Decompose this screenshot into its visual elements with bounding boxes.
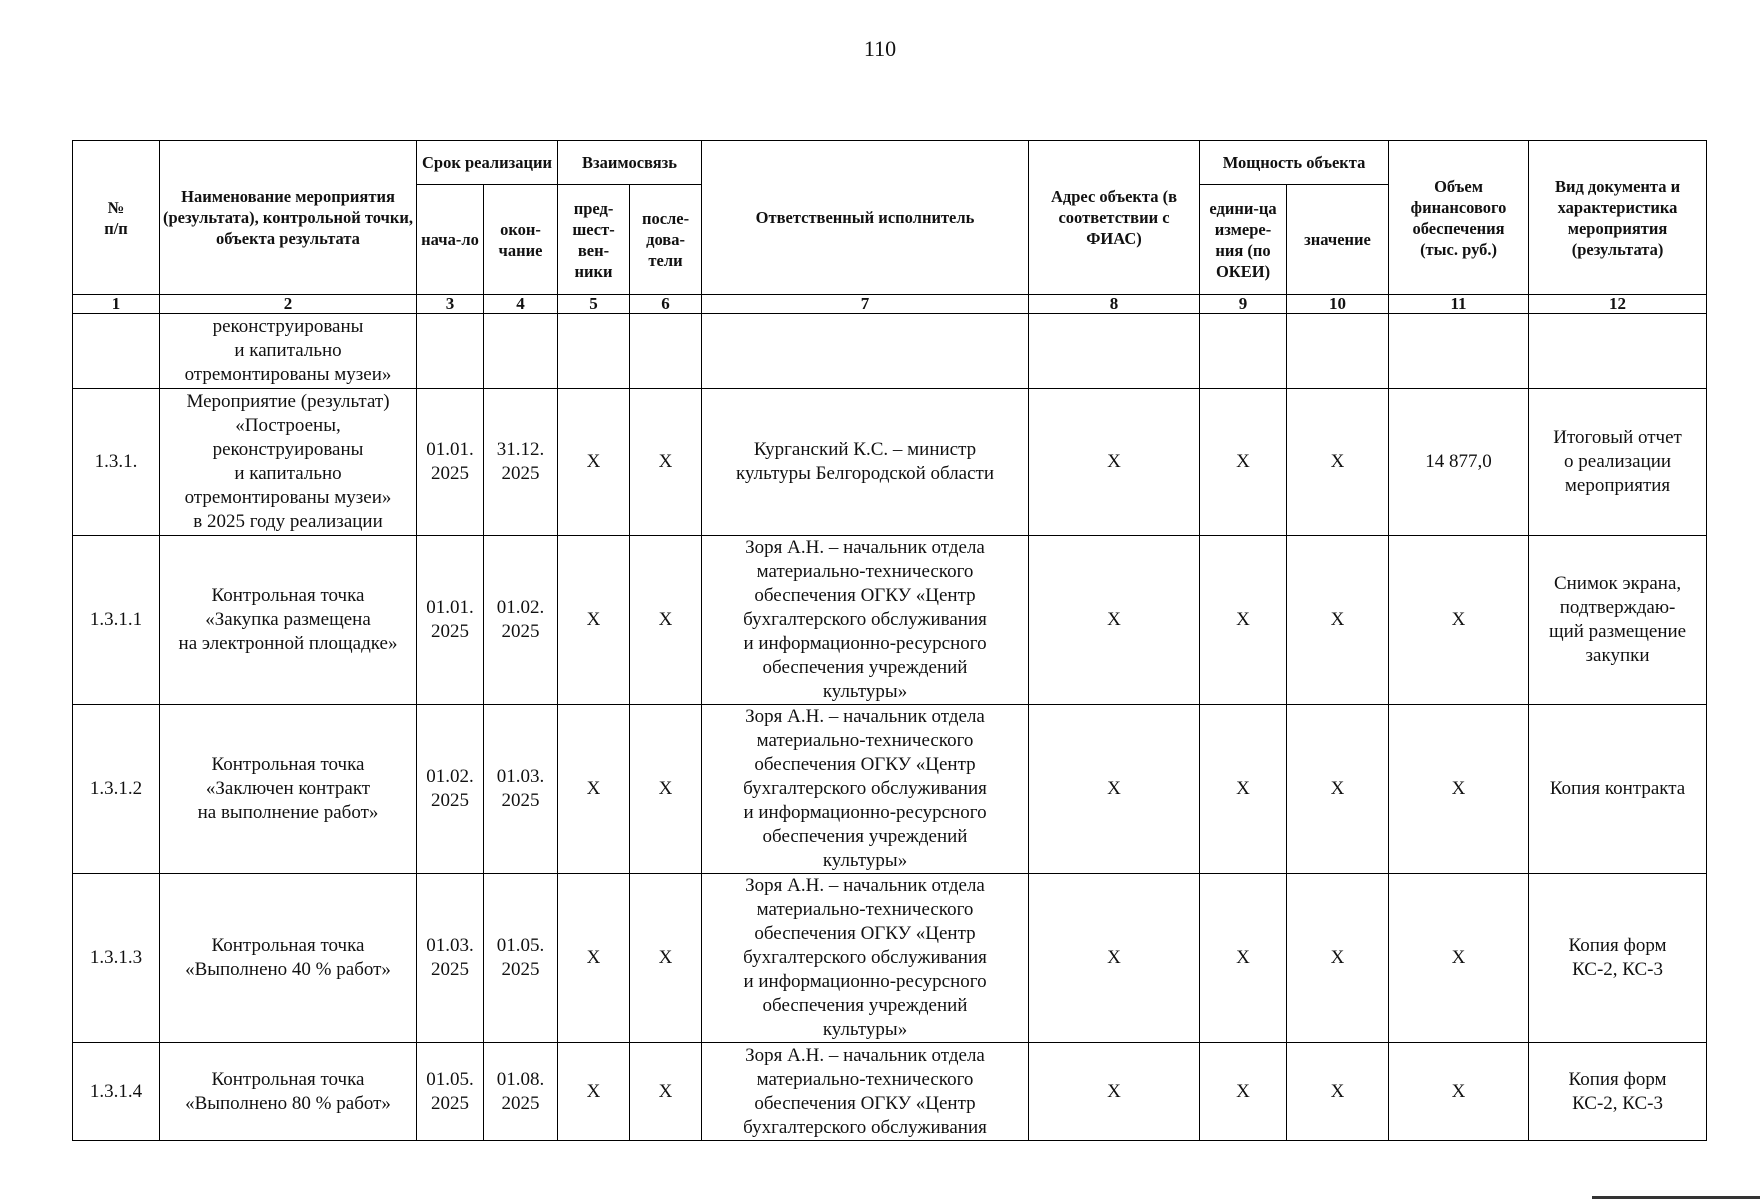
row-finance: X (1389, 874, 1529, 1043)
row-name: Контрольная точка «Закупка размещена на электронной площадке» (160, 536, 417, 705)
row-start-date: 01.05. 2025 (417, 1043, 484, 1141)
row-end-date: 31.12. 2025 (484, 389, 558, 536)
row-start-date: 01.03. 2025 (417, 874, 484, 1043)
column-number: 5 (558, 295, 630, 314)
row-start-date: 01.01. 2025 (417, 536, 484, 705)
column-number: 7 (702, 295, 1029, 314)
row-finance: X (1389, 705, 1529, 874)
row-value: X (1287, 705, 1389, 874)
row-document: Копия форм КС-2, КС-3 (1529, 1043, 1707, 1141)
row-successors: X (630, 1043, 702, 1141)
scan-artifact-line (1592, 1196, 1760, 1199)
row-value: X (1287, 1043, 1389, 1141)
table-row (73, 314, 1707, 389)
row-end-date: 01.05. 2025 (484, 874, 558, 1043)
header-address: Адрес объекта (в соответствии с ФИАС) (1029, 141, 1200, 295)
row-predecessors: X (558, 874, 630, 1043)
row-document (1529, 314, 1707, 389)
row-value: X (1287, 536, 1389, 705)
column-number: 1 (73, 295, 160, 314)
row-successors: X (630, 874, 702, 1043)
header-capacity: Мощность объекта (1200, 141, 1389, 185)
header-document: Вид документа и характеристика мероприятия (результата) (1529, 141, 1707, 295)
column-number: 12 (1529, 295, 1707, 314)
row-predecessors: X (558, 705, 630, 874)
page-number: 110 (863, 36, 897, 61)
row-responsible: Зоря А.Н. – начальник отдела материально-технического обеспечения ОГКУ «Центр бухгалтерского обслуживания и информационно-ресурсного обеспечения учреждений культуры» (702, 705, 1029, 874)
header-finance: Объем финансового обеспечения (тыс. руб.) (1389, 141, 1529, 295)
row-value (1287, 314, 1389, 389)
header-successors: после-дова-тели (630, 185, 702, 295)
row-document: Копия форм КС-2, КС-3 (1529, 874, 1707, 1043)
row-finance: X (1389, 536, 1529, 705)
row-unit: X (1200, 389, 1287, 536)
row-predecessors (558, 314, 630, 389)
row-number: 1.3.1.3 (73, 874, 160, 1043)
header-num: № п/п (73, 141, 160, 295)
row-document: Копия контракта (1529, 705, 1707, 874)
row-address: X (1029, 705, 1200, 874)
row-name: Контрольная точка «Выполнено 40 % работ» (160, 874, 417, 1043)
row-start-date: 01.02. 2025 (417, 705, 484, 874)
row-responsible: Курганский К.С. – министр культуры Белгородской области (702, 389, 1029, 536)
row-number: 1.3.1.2 (73, 705, 160, 874)
row-end-date (484, 314, 558, 389)
row-end-date: 01.08. 2025 (484, 1043, 558, 1141)
row-unit: X (1200, 705, 1287, 874)
row-successors (630, 314, 702, 389)
header-unit: едини-ца измере-ния (по ОКЕИ) (1200, 185, 1287, 295)
column-number: 8 (1029, 295, 1200, 314)
header-value: значение (1287, 185, 1389, 295)
column-number: 4 (484, 295, 558, 314)
table-header (73, 141, 1707, 314)
table-row (73, 705, 1707, 874)
row-unit: X (1200, 1043, 1287, 1141)
header-link: Взаимосвязь (558, 141, 702, 185)
row-start-date (417, 314, 484, 389)
row-number (73, 314, 160, 389)
row-address: X (1029, 389, 1200, 536)
column-number: 3 (417, 295, 484, 314)
row-number: 1.3.1.1 (73, 536, 160, 705)
row-end-date: 01.03. 2025 (484, 705, 558, 874)
row-end-date: 01.02. 2025 (484, 536, 558, 705)
row-address: X (1029, 536, 1200, 705)
row-name: реконструированы и капитально отремонтированы музеи» (160, 314, 417, 389)
plan-table (72, 140, 1707, 1141)
row-successors: X (630, 536, 702, 705)
column-number: 6 (630, 295, 702, 314)
row-name: Контрольная точка «Выполнено 80 % работ» (160, 1043, 417, 1141)
table-row (73, 389, 1707, 536)
header-predecessors: пред-шест-вен-ники (558, 185, 630, 295)
table-body (73, 314, 1707, 1141)
row-responsible: Зоря А.Н. – начальник отдела материально-технического обеспечения ОГКУ «Центр бухгалтерского обслуживания и информационно-ресурсного обеспечения учреждений культуры» (702, 536, 1029, 705)
column-numbers (73, 295, 1707, 314)
row-value: X (1287, 389, 1389, 536)
row-responsible (702, 314, 1029, 389)
row-responsible-text: Зоря А.Н. – начальник отдела материально-технического обеспечения ОГКУ «Центр бухгалтерского обслуживания (743, 1044, 987, 1138)
row-address (1029, 314, 1200, 389)
header-period: Срок реализации (417, 141, 558, 185)
table-row (73, 1043, 1707, 1141)
column-number: 10 (1287, 295, 1389, 314)
header-start: нача-ло (417, 185, 484, 295)
row-name: Контрольная точка «Заключен контракт на выполнение работ» (160, 705, 417, 874)
column-number: 9 (1200, 295, 1287, 314)
row-number: 1.3.1. (73, 389, 160, 536)
row-document: Снимок экрана, подтверждаю- щий размещение закупки (1529, 536, 1707, 705)
column-number: 2 (160, 295, 417, 314)
row-finance (1389, 314, 1529, 389)
row-responsible: Зоря А.Н. – начальник отдела материально-технического обеспечения ОГКУ «Центр бухгалтерского обслуживания и информационно-ресурсного обеспечения учреждений культуры» (702, 874, 1029, 1043)
row-address: X (1029, 874, 1200, 1043)
row-unit: X (1200, 536, 1287, 705)
table-row (73, 536, 1707, 705)
row-predecessors: X (558, 389, 630, 536)
row-responsible (702, 1043, 1029, 1141)
row-name: Мероприятие (результат) «Построены, реконструированы и капитально отремонтированы музеи» в 2025 году реализации (160, 389, 417, 536)
column-number: 11 (1389, 295, 1529, 314)
row-address: X (1029, 1043, 1200, 1141)
row-successors: X (630, 389, 702, 536)
header-responsible: Ответственный исполнитель (702, 141, 1029, 295)
header-end: окон-чание (484, 185, 558, 295)
row-finance: 14 877,0 (1389, 389, 1529, 536)
row-predecessors: X (558, 536, 630, 705)
row-number: 1.3.1.4 (73, 1043, 160, 1141)
row-predecessors: X (558, 1043, 630, 1141)
row-unit (1200, 314, 1287, 389)
table-row (73, 874, 1707, 1043)
row-document: Итоговый отчет о реализации мероприятия (1529, 389, 1707, 536)
row-successors: X (630, 705, 702, 874)
row-unit: X (1200, 874, 1287, 1043)
row-value: X (1287, 874, 1389, 1043)
header-name: Наименование мероприятия (результата), контрольной точки, объекта результата (160, 141, 417, 295)
row-start-date: 01.01. 2025 (417, 389, 484, 536)
row-finance: X (1389, 1043, 1529, 1141)
